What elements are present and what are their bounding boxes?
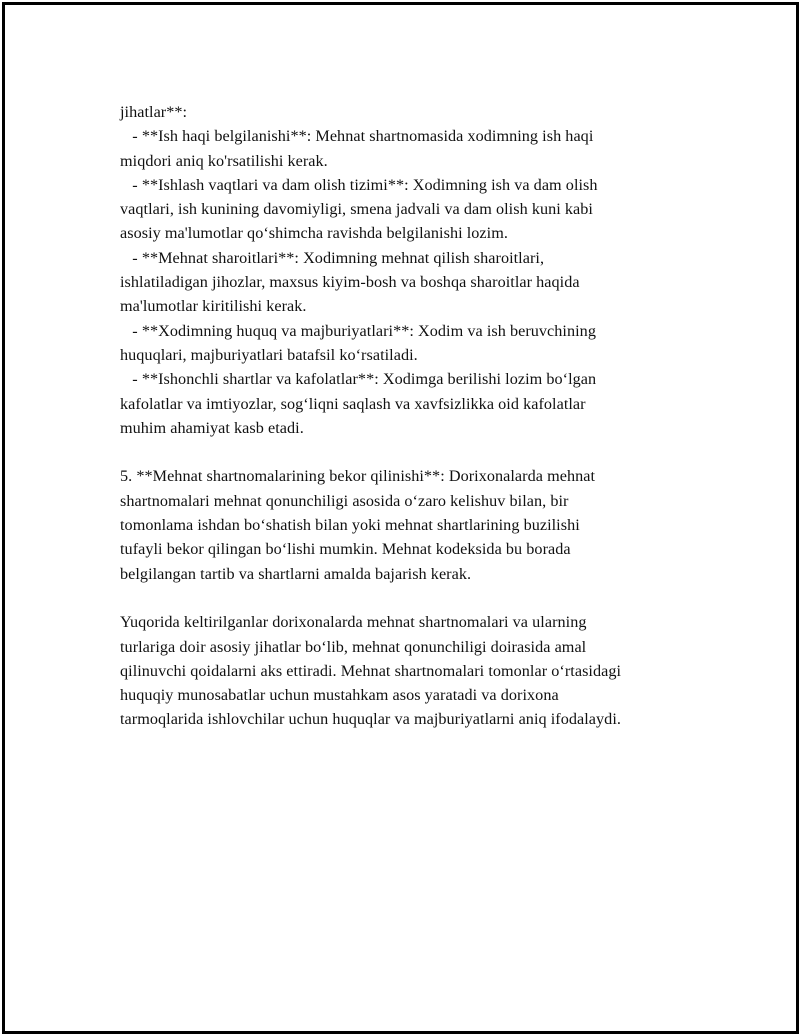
paragraph-line: tufayli bekor qilingan bo‘lishi mumkin. Mehnat kodeksida bu borada xyxy=(120,540,571,559)
list-item-working-hours xyxy=(120,173,720,246)
list-item-line: kafolatlar va imtiyozlar, sog‘liqni saqlash va xavfsizlikka oid kafolatlar xyxy=(120,394,586,413)
list-item-line: - **Mehnat sharoitlari**: Xodimning mehnat qilish sharoitlari, xyxy=(120,248,545,267)
paragraph-line: turlariga doir asosiy jihatlar bo‘lib, mehnat qonunchiligi doirasida amal xyxy=(120,637,587,656)
list-item-line: ishlatiladigan jihozlar, maxsus kiyim-bosh va boshqa sharoitlar haqida xyxy=(120,273,580,292)
list-item-rights-obligations xyxy=(120,319,720,368)
paragraph-line: qilinuvchi qoidalarni aks ettiradi. Mehnat shartnomalari tomonlar o‘rtasidagi xyxy=(120,661,622,680)
list-item-line: miqdori aniq ko'rsatilishi kerak. xyxy=(120,151,328,170)
conclusion-paragraph xyxy=(120,610,720,731)
section-4-continuation xyxy=(120,100,720,440)
list-item-line: muhim ahamiyat kasb etadi. xyxy=(120,418,304,437)
paragraph-spacer xyxy=(120,440,720,464)
list-item-line: - **Ishlash vaqtlari va dam olish tizimi**: Xodimning ish va dam olish xyxy=(120,175,598,194)
paragraph-line: tomonlama ishdan bo‘shatish bilan yoki mehnat shartlarining buzilishi xyxy=(120,516,580,535)
paragraph-line: tarmoqlarida ishlovchilar uchun huquqlar va majburiyatlarni aniq ifodalaydi. xyxy=(120,710,621,729)
paragraph-line: Yuqorida keltirilganlar dorixonalarda mehnat shartnomalari va ularning xyxy=(120,613,587,632)
intro-line: jihatlar**: xyxy=(120,103,188,121)
list-item-line: asosiy ma'lumotlar qo‘shimcha ravishda belgilanishi lozim. xyxy=(120,224,508,243)
list-item-line: ma'lumotlar kiritilishi kerak. xyxy=(120,297,307,316)
section-5-paragraph xyxy=(120,464,720,585)
list-item-line: vaqtlari, ish kunining davomiyligi, smena jadvali va dam olish kuni kabi xyxy=(120,200,593,219)
paragraph-spacer xyxy=(120,586,720,610)
paragraph-line: belgilangan tartib va shartlarni amalda bajarish kerak. xyxy=(120,564,472,583)
list-item-line: - **Xodimning huquq va majburiyatlari**: Xodim va ish beruvchining xyxy=(120,321,596,340)
document-body xyxy=(120,100,720,732)
list-item-line: huquqlari, majburiyatlari batafsil ko‘rsatiladi. xyxy=(120,345,418,364)
page-frame xyxy=(2,2,799,1034)
paragraph-line: shartnomalari mehnat qonunchiligi asosida o‘zaro kelishuv bilan, bir xyxy=(120,491,569,510)
list-item-line: - **Ish haqi belgilanishi**: Mehnat shartnomasida xodimning ish haqi xyxy=(120,127,594,146)
list-item-line: - **Ishonchli shartlar va kafolatlar**: Xodimga berilishi lozim bo‘lgan xyxy=(120,370,597,389)
list-item-salary xyxy=(120,124,720,173)
paragraph-line: huquqiy munosabatlar uchun mustahkam asos yaratadi va dorixona xyxy=(120,686,559,705)
list-item-working-conditions xyxy=(120,246,720,319)
list-item-guarantees xyxy=(120,367,720,440)
paragraph-line: 5. **Mehnat shartnomalarining bekor qilinishi**: Dorixonalarda mehnat xyxy=(120,467,596,486)
